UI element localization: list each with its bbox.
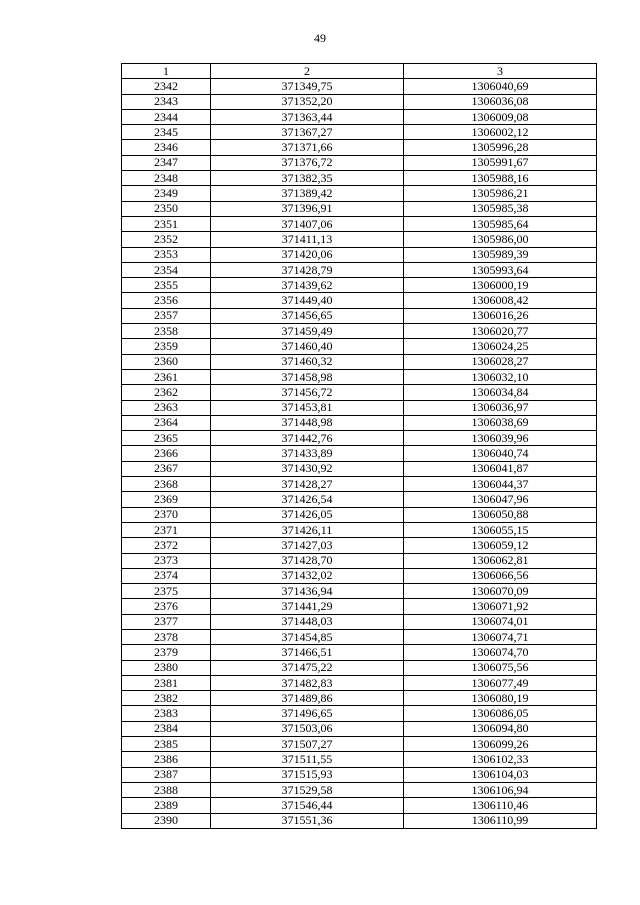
table-row [122,216,597,231]
x-coordinate-cell: 371428,27 [211,477,404,492]
y-coordinate-cell: 1306000,19 [404,278,597,293]
point-number-cell: 2371 [122,522,211,537]
y-coordinate-cell: 1306009,08 [404,109,597,124]
point-number-cell: 2375 [122,584,211,599]
table-row [122,706,597,721]
point-number-cell: 2347 [122,155,211,170]
table-row [122,431,597,446]
y-coordinate-cell: 1306028,27 [404,354,597,369]
point-number-cell: 2344 [122,109,211,124]
point-number-cell: 2377 [122,614,211,629]
y-coordinate-cell: 1306094,80 [404,721,597,736]
page-number: 49 [314,31,326,45]
table-row [122,354,597,369]
x-coordinate-cell: 371407,06 [211,216,404,231]
column-header: 1 [122,64,211,79]
table-row [122,522,597,537]
x-coordinate-cell: 371426,11 [211,522,404,537]
point-number-cell: 2361 [122,369,211,384]
y-coordinate-cell: 1305988,16 [404,171,597,186]
x-coordinate-cell: 371436,94 [211,584,404,599]
x-coordinate-cell: 371529,58 [211,782,404,797]
point-number-cell: 2385 [122,737,211,752]
x-coordinate-cell: 371507,27 [211,737,404,752]
y-coordinate-cell: 1306086,05 [404,706,597,721]
x-coordinate-cell: 371420,06 [211,247,404,262]
table-row [122,767,597,782]
y-coordinate-cell: 1306099,26 [404,737,597,752]
point-number-cell: 2345 [122,125,211,140]
y-coordinate-cell: 1306110,46 [404,798,597,813]
point-number-cell: 2386 [122,752,211,767]
column-header: 2 [211,64,404,79]
table-row [122,721,597,736]
x-coordinate-cell: 371460,40 [211,339,404,354]
point-number-cell: 2343 [122,94,211,109]
point-number-cell: 2357 [122,308,211,323]
table-row [122,737,597,752]
y-coordinate-cell: 1306008,42 [404,293,597,308]
point-number-cell: 2354 [122,262,211,277]
table-row [122,324,597,339]
y-coordinate-cell: 1306038,69 [404,415,597,430]
y-coordinate-cell: 1305985,38 [404,201,597,216]
table-row [122,538,597,553]
point-number-cell: 2370 [122,507,211,522]
table-row [122,247,597,262]
table-row [122,415,597,430]
y-coordinate-cell: 1306041,87 [404,461,597,476]
column-header: 3 [404,64,597,79]
y-coordinate-cell: 1306040,69 [404,79,597,94]
table-row [122,492,597,507]
x-coordinate-cell: 371456,72 [211,385,404,400]
y-coordinate-cell: 1306036,08 [404,94,597,109]
y-coordinate-cell: 1306104,03 [404,767,597,782]
point-number-cell: 2374 [122,568,211,583]
table-row [122,293,597,308]
y-coordinate-cell: 1306047,96 [404,492,597,507]
point-number-cell: 2379 [122,645,211,660]
table-row [122,629,597,644]
table-row [122,798,597,813]
point-number-cell: 2363 [122,400,211,415]
x-coordinate-cell: 371426,54 [211,492,404,507]
x-coordinate-cell: 371428,79 [211,262,404,277]
point-number-cell: 2368 [122,477,211,492]
point-number-cell: 2346 [122,140,211,155]
table-row [122,645,597,660]
x-coordinate-cell: 371432,02 [211,568,404,583]
x-coordinate-cell: 371503,06 [211,721,404,736]
table-row [122,813,597,828]
table-row [122,477,597,492]
table-row [122,461,597,476]
table-row [122,278,597,293]
table-row [122,400,597,415]
point-number-cell: 2369 [122,492,211,507]
table-row [122,109,597,124]
point-number-cell: 2359 [122,339,211,354]
y-coordinate-cell: 1305993,64 [404,262,597,277]
y-coordinate-cell: 1306102,33 [404,752,597,767]
point-number-cell: 2382 [122,691,211,706]
x-coordinate-cell: 371389,42 [211,186,404,201]
table-body [122,79,597,829]
y-coordinate-cell: 1306050,88 [404,507,597,522]
table-row [122,125,597,140]
x-coordinate-cell: 371396,91 [211,201,404,216]
y-coordinate-cell: 1305986,00 [404,232,597,247]
table-row [122,507,597,522]
point-number-cell: 2342 [122,79,211,94]
point-number-cell: 2387 [122,767,211,782]
y-coordinate-cell: 1306032,10 [404,369,597,384]
x-coordinate-cell: 371511,55 [211,752,404,767]
point-number-cell: 2351 [122,216,211,231]
y-coordinate-cell: 1306040,74 [404,446,597,461]
table-row [122,79,597,94]
x-coordinate-cell: 371496,65 [211,706,404,721]
x-coordinate-cell: 371453,81 [211,400,404,415]
y-coordinate-cell: 1306039,96 [404,431,597,446]
point-number-cell: 2358 [122,324,211,339]
x-coordinate-cell: 371460,32 [211,354,404,369]
x-coordinate-cell: 371458,98 [211,369,404,384]
y-coordinate-cell: 1306059,12 [404,538,597,553]
point-number-cell: 2352 [122,232,211,247]
y-coordinate-cell: 1305985,64 [404,216,597,231]
x-coordinate-cell: 371475,22 [211,660,404,675]
x-coordinate-cell: 371448,03 [211,614,404,629]
x-coordinate-cell: 371427,03 [211,538,404,553]
x-coordinate-cell: 371433,89 [211,446,404,461]
x-coordinate-cell: 371456,65 [211,308,404,323]
point-number-cell: 2372 [122,538,211,553]
x-coordinate-cell: 371371,66 [211,140,404,155]
table-row [122,140,597,155]
table-row [122,675,597,690]
y-coordinate-cell: 1306024,25 [404,339,597,354]
table-row [122,171,597,186]
y-coordinate-cell: 1306077,49 [404,675,597,690]
x-coordinate-cell: 371376,72 [211,155,404,170]
table-row [122,201,597,216]
point-number-cell: 2383 [122,706,211,721]
x-coordinate-cell: 371551,36 [211,813,404,828]
table-row [122,584,597,599]
y-coordinate-cell: 1305991,67 [404,155,597,170]
point-number-cell: 2364 [122,415,211,430]
table-row [122,385,597,400]
x-coordinate-cell: 371449,40 [211,293,404,308]
x-coordinate-cell: 371430,92 [211,461,404,476]
table-row [122,660,597,675]
y-coordinate-cell: 1306034,84 [404,385,597,400]
table-row [122,262,597,277]
x-coordinate-cell: 371352,20 [211,94,404,109]
point-number-cell: 2348 [122,171,211,186]
table-row [122,691,597,706]
y-coordinate-cell: 1306044,37 [404,477,597,492]
y-coordinate-cell: 1306080,19 [404,691,597,706]
table-row [122,94,597,109]
y-coordinate-cell: 1306074,01 [404,614,597,629]
point-number-cell: 2373 [122,553,211,568]
point-number-cell: 2365 [122,431,211,446]
y-coordinate-cell: 1305996,28 [404,140,597,155]
y-coordinate-cell: 1306020,77 [404,324,597,339]
table-row [122,308,597,323]
x-coordinate-cell: 371349,75 [211,79,404,94]
x-coordinate-cell: 371466,51 [211,645,404,660]
point-number-cell: 2362 [122,385,211,400]
table-header-row [122,64,597,79]
x-coordinate-cell: 371439,62 [211,278,404,293]
y-coordinate-cell: 1306074,70 [404,645,597,660]
x-coordinate-cell: 371454,85 [211,629,404,644]
table-row [122,599,597,614]
point-number-cell: 2380 [122,660,211,675]
y-coordinate-cell: 1306071,92 [404,599,597,614]
x-coordinate-cell: 371382,35 [211,171,404,186]
table-row [122,339,597,354]
table-row [122,568,597,583]
x-coordinate-cell: 371428,70 [211,553,404,568]
y-coordinate-cell: 1306055,15 [404,522,597,537]
x-coordinate-cell: 371426,05 [211,507,404,522]
y-coordinate-cell: 1306062,81 [404,553,597,568]
x-coordinate-cell: 371363,44 [211,109,404,124]
table-row [122,752,597,767]
y-coordinate-cell: 1306075,56 [404,660,597,675]
x-coordinate-cell: 371448,98 [211,415,404,430]
point-number-cell: 2355 [122,278,211,293]
x-coordinate-cell: 371482,83 [211,675,404,690]
x-coordinate-cell: 371515,93 [211,767,404,782]
table-row [122,614,597,629]
table-row [122,782,597,797]
point-number-cell: 2356 [122,293,211,308]
point-number-cell: 2349 [122,186,211,201]
y-coordinate-cell: 1305989,39 [404,247,597,262]
table-row [122,553,597,568]
table-row [122,369,597,384]
point-number-cell: 2381 [122,675,211,690]
point-number-cell: 2353 [122,247,211,262]
x-coordinate-cell: 371441,29 [211,599,404,614]
y-coordinate-cell: 1306066,56 [404,568,597,583]
point-number-cell: 2384 [122,721,211,736]
x-coordinate-cell: 371489,86 [211,691,404,706]
y-coordinate-cell: 1306106,94 [404,782,597,797]
point-number-cell: 2367 [122,461,211,476]
x-coordinate-cell: 371367,27 [211,125,404,140]
y-coordinate-cell: 1306016,26 [404,308,597,323]
x-coordinate-cell: 371459,49 [211,324,404,339]
table-row [122,446,597,461]
table-row [122,155,597,170]
point-number-cell: 2376 [122,599,211,614]
y-coordinate-cell: 1306002,12 [404,125,597,140]
table-row [122,232,597,247]
point-number-cell: 2389 [122,798,211,813]
point-number-cell: 2378 [122,629,211,644]
x-coordinate-cell: 371411,13 [211,232,404,247]
y-coordinate-cell: 1306110,99 [404,813,597,828]
y-coordinate-cell: 1306074,71 [404,629,597,644]
x-coordinate-cell: 371442,76 [211,431,404,446]
y-coordinate-cell: 1305986,21 [404,186,597,201]
y-coordinate-cell: 1306036,97 [404,400,597,415]
point-number-cell: 2390 [122,813,211,828]
point-number-cell: 2366 [122,446,211,461]
y-coordinate-cell: 1306070,09 [404,584,597,599]
point-number-cell: 2350 [122,201,211,216]
point-number-cell: 2388 [122,782,211,797]
coordinates-table [121,63,597,829]
x-coordinate-cell: 371546,44 [211,798,404,813]
table-row [122,186,597,201]
point-number-cell: 2360 [122,354,211,369]
